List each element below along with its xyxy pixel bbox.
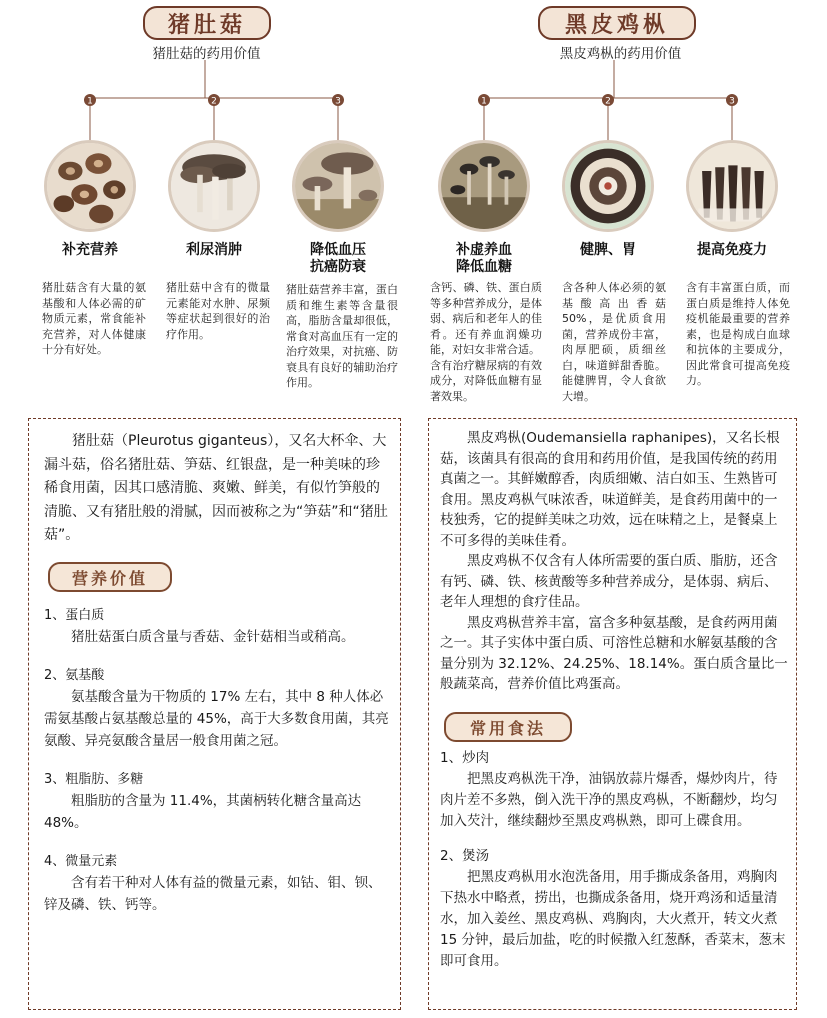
- right-title-badge: 黑皮鸡枞: [538, 6, 696, 40]
- left-column: [0, 0, 413, 1018]
- svg-text:2: 2: [605, 96, 611, 107]
- right-column: [414, 0, 827, 1018]
- benefit-desc-2: 猪肚菇中含有的微量元素能对水肿、尿频等症状起到很好的治疗作用。: [166, 281, 270, 341]
- benefit-desc-3: 含有丰富蛋白质，而蛋白质是维持人体免疫机能最重要的营养素，也是构成白血球和抗体的主要成分，因此常食可提高免疫力。: [686, 281, 790, 387]
- recipe-head-2: 2、煲汤: [440, 848, 490, 864]
- benefit-label-3: 提高免疫力: [697, 242, 767, 258]
- svg-text:3: 3: [335, 96, 341, 107]
- node-marker-2: [208, 94, 220, 107]
- svg-text:1: 1: [87, 96, 93, 107]
- nutrition-item-body-3: 粗脂肪的含量为 11.4%，其菌柄转化糖含量高达 48%。: [44, 793, 362, 831]
- nutrition-item-head-1: 1、蛋白质: [44, 608, 105, 623]
- nutrition-item-head-3: 3、粗脂肪、多糖: [44, 772, 144, 787]
- benefit-desc-1: 猪肚菇含有大量的氨基酸和人体必需的矿物质元素，常食能补充营养，对人体健康十分有好处。: [42, 281, 146, 356]
- nutrition-section-badge: 营养价值: [48, 562, 172, 592]
- benefit-desc-1: 含钙、磷、铁、蛋白质等多种营养成分，是体弱、病后和老年人的佳肴。还有养血润燥功能，对妇女非常合适。 含有治疗糖尿病的有效成分，对降低血糖有显著效果。: [430, 281, 542, 403]
- intro-paragraph-1: 黑皮鸡枞(Oudemansiella raphanipes)，又名长根菇，该菌具有很高的食用和药用价值，是我国传统的药用真菌之一。其鲜嫩醇香，肉质细嫩、洁白如玉、生熟皆可食用。黑皮鸡枞气味浓香，味道鲜美，是食药用菌中的一枝独秀，它的提鲜美味之功效，远在味精之上，是餐桌上不可多得的美味佳肴。: [440, 430, 780, 549]
- intro-paragraph-2: 黑皮鸡枞不仅含有人体所需要的蛋白质、脂肪，还含有钙、磷、铁、核黄酸等多种营养成分，是体弱、病后、老年人理想的食疗佳品。: [440, 553, 778, 610]
- mushroom-row-image: [686, 140, 778, 232]
- mushroom-field-image: [292, 140, 384, 232]
- mushroom-cluster-image: [168, 140, 260, 232]
- nutrition-item-head-2: 2、氨基酸: [44, 668, 105, 683]
- svg-text:1: 1: [481, 96, 487, 107]
- node-marker-1: [84, 94, 96, 107]
- left-intro-paragraph: 猪肚菇（Pleurotus giganteus），又名大杯伞、大漏斗菇，俗名猪肚菇、笋菇、红银盘，是一种美味的珍稀食用菌，因其口感清脆、爽嫩、鲜美，有似竹笋般的清脆、又有猪肚般的滑腻，因而被称之为“笋菇”和“猪肚菇”。: [44, 433, 388, 543]
- nutrition-item-body-2: 氨基酸含量为干物质的 17% 左右，其中 8 种人体必需氨基酸占氨基酸总量的 45%，高于大多数食用菌，其亮氨酸、异亮氨酸含量居一般食用菌之冠。: [44, 689, 389, 749]
- recipe-body-1: 把黑皮鸡枞洗干净，油锅放蒜片爆香，爆炒肉片，待肉片差不多熟，倒入洗干净的黑皮鸡枞，不断翻炒，均匀加入芡汁，继续翻炒至黑皮鸡枞熟，即可上碟食用。: [440, 771, 778, 829]
- benefit-label-2: 健脾、胃: [580, 242, 636, 258]
- left-subtitle: 猪肚菇的药用价值: [152, 46, 261, 62]
- right-subtitle: 黑皮鸡枞的药用价值: [559, 46, 682, 62]
- left-title-badge: 猪肚菇: [143, 6, 271, 40]
- node-marker-3: [726, 94, 738, 107]
- benefit-label-1: 补虚养血 降低血糖: [456, 242, 512, 275]
- black-mushroom-cluster-image: [438, 140, 530, 232]
- right-connector-tree: [414, 60, 827, 140]
- nutrition-item-body-1: 猪肚菇蛋白质含量与香菇、金针菇相当或稍高。: [71, 629, 355, 645]
- recipes-section-badge: 常用食法: [444, 712, 572, 742]
- recipe-head-1: 1、炒肉: [440, 750, 490, 766]
- svg-text:2: 2: [211, 96, 217, 107]
- benefit-label-3: 降低血压 抗癌防衰: [310, 242, 366, 275]
- nutrition-item-body-4: 含有若干种对人体有益的微量元素，如钴、钼、钡、锌及磷、铁、钙等。: [44, 875, 382, 913]
- mushroom-caps-image: [44, 140, 136, 232]
- recipes-list: [440, 748, 789, 972]
- node-marker-2: [602, 94, 614, 107]
- benefit-label-2: 利尿消肿: [186, 242, 242, 258]
- node-marker-3: [332, 94, 344, 107]
- mushroom-platter-image: [562, 140, 654, 232]
- nutrition-list: [44, 606, 389, 916]
- svg-text:3: 3: [729, 96, 735, 107]
- benefit-desc-2: 含各种人体必须的氨基酸高出香菇 50%，是优质食用菌，营养成份丰富，肉厚肥硕，质细丝白，味道鲜甜香脆。能健脾胃，令人食欲大增。: [562, 281, 666, 403]
- node-marker-1: [478, 94, 490, 107]
- benefit-desc-3: 猪肚菇营养丰富，蛋白质和维生素等含量很高，脂肪含量却很低，常食对高血压有一定的治疗效果，对抗癌、防衰具有良好的辅助治疗作用。: [286, 283, 398, 389]
- benefit-label-1: 补充营养: [62, 242, 118, 258]
- recipe-body-2: 把黑皮鸡枞用水泡洗备用，用手撕成条备用，鸡胸肉下热水中略煮，捞出，也撕成条备用，烧开鸡汤和适量清水，加入姜丝、黑皮鸡枞、鸡胸肉，大火煮开，转文火煮 15 分钟，最后加盐，吃的时候撒入红葱酥，香菜末，葱末即可食用。: [440, 869, 786, 969]
- left-connector-tree: [0, 60, 413, 140]
- intro-paragraph-3: 黑皮鸡枞营养丰富，富含多种氨基酸，是食药两用菌之一。其子实体中蛋白质、可溶性总糖和水解氨基酸的含量分别为 32.12%、24.25%、18.14%。蛋白质含量比一般蔬菜高，营养价值比鸡蛋高。: [440, 614, 788, 692]
- nutrition-item-head-4: 4、微量元素: [44, 854, 118, 869]
- right-intro: [440, 428, 789, 695]
